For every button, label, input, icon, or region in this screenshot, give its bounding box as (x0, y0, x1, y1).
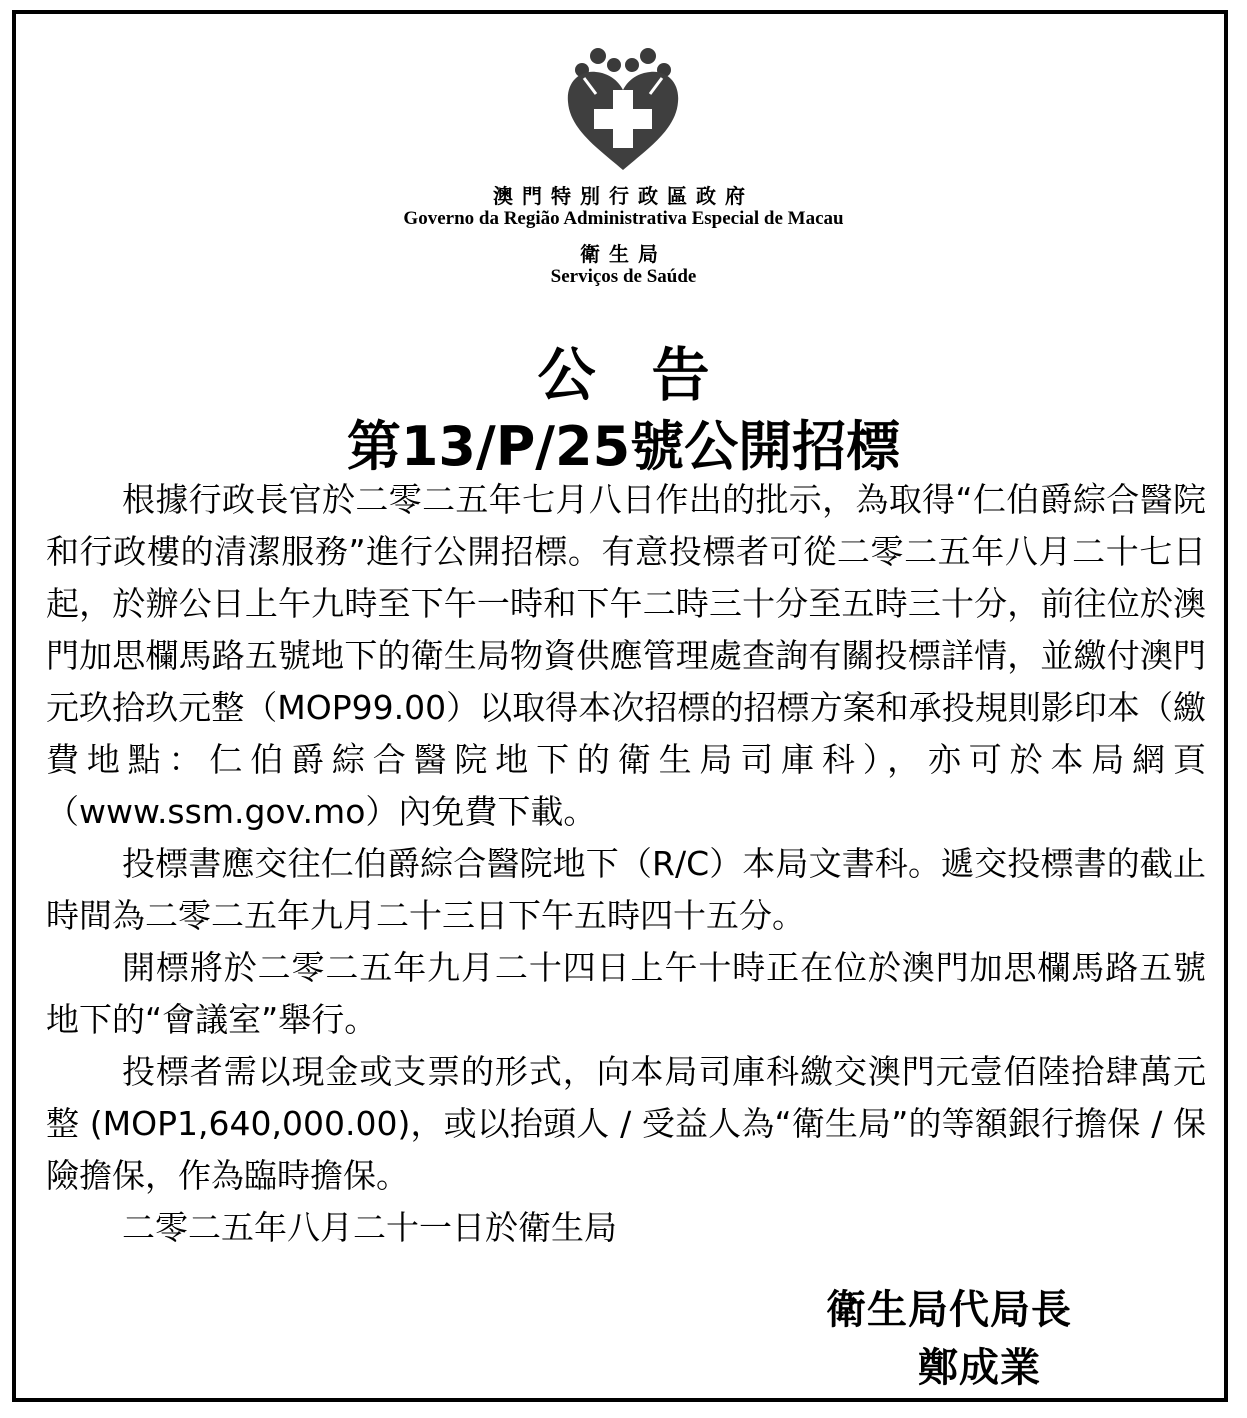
signatory-title: 衛生局代局長 (826, 1286, 1072, 1333)
government-name-portuguese: Governo da Região Administrativa Especial de Macau (403, 208, 844, 229)
dateline: 二零二五年八月二十一日於衛生局 (122, 1208, 617, 1247)
tender-number-title: 第13/P/25號公開招標 (346, 415, 901, 478)
signatory-name: 鄭成業 (918, 1344, 1041, 1391)
government-name-chinese: 澳門特別行政區政府 (493, 184, 754, 208)
notice-title: 公告 (537, 341, 766, 409)
paragraph-guarantee: 投標者需以現金或支票的形式，向本局司庫科繳交澳門元壹佰陸拾肆萬元整 (MOP1,640,000.00)，或以抬頭人 / 受益人為“衛生局”的等額銀行擔保 / 保險擔保，作為臨時擔保。 (46, 1052, 1206, 1195)
paragraph-submission: 投標書應交往仁伯爵綜合醫院地下（R/C）本局文書科。遞交投標書的截止時間為二零二五年九月二十三日下午五時四十五分。 (46, 844, 1206, 935)
health-bureau-logo-icon (560, 46, 686, 174)
paragraph-tender-details: 根據行政長官於二零二五年七月八日作出的批示，為取得“仁伯爵綜合醫院和行政樓的清潔服務”進行公開招標。有意投標者可從二零二五年八月二十七日起，於辦公日上午九時至下午一時和下午二時三十分至五時三十分，前往位於澳門加思欄馬路五號地下的衛生局物資供應管理處查詢有關投標詳情，並繳付澳門元玖拾玖元整（MOP99.00）以取得本次招標的招標方案和承投規則影印本（繳費地點：仁伯爵綜合醫院地下的衛生局司庫科），亦可於本局網頁（www.ssm.gov.mo）內免費下載。 (46, 480, 1206, 831)
notice-body (46, 474, 1206, 1254)
department-name-chinese: 衛生局 (580, 242, 667, 266)
paragraph-opening: 開標將於二零二五年九月二十四日上午十時正在位於澳門加思欄馬路五號地下的“會議室”舉行。 (46, 948, 1206, 1039)
department-name-portuguese: Serviços de Saúde (550, 266, 697, 287)
